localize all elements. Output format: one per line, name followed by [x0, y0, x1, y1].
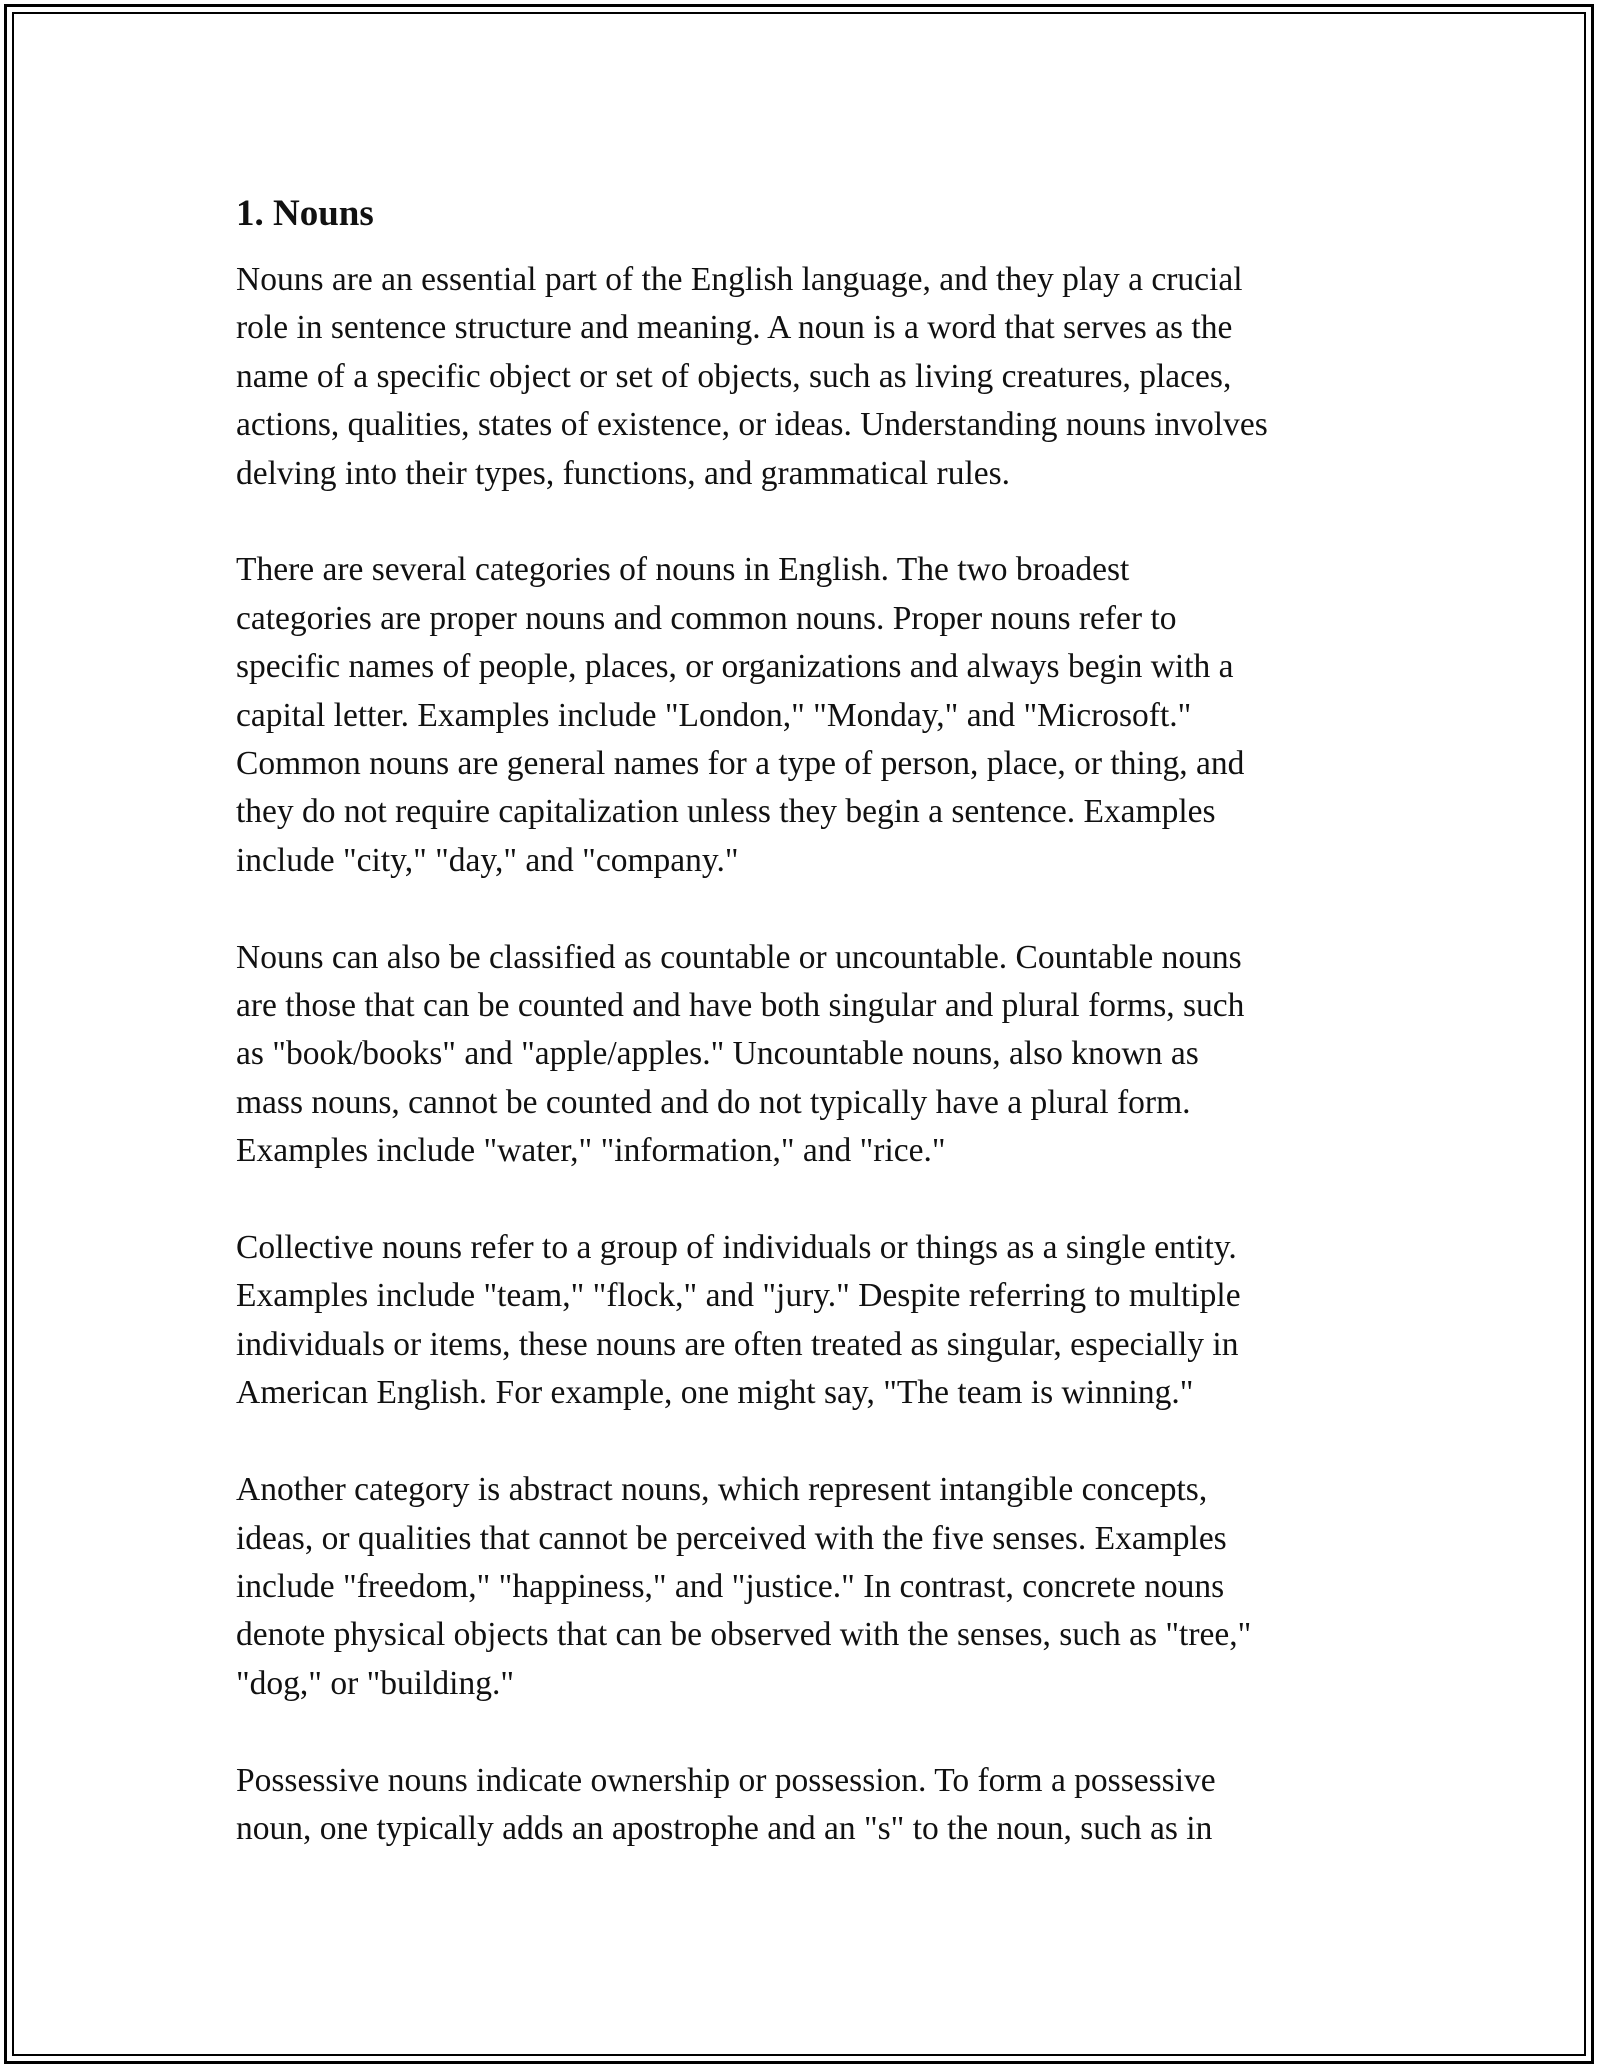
section-heading: 1. Nouns — [236, 193, 374, 234]
paragraph-line: There are several categories of nouns in English. The two broadest — [236, 551, 1130, 589]
paragraph-line: "dog," or "building." — [236, 1664, 515, 1702]
paragraph-line: denote physical objects that can be observed with the senses, such as "tree," — [236, 1616, 1252, 1654]
paragraph-line: delving into their types, functions, and grammatical rules. — [236, 454, 1011, 492]
paragraph-line: actions, qualities, states of existence, or ideas. Understanding nouns involves — [236, 406, 1268, 444]
paragraph-line: role in sentence structure and meaning. A noun is a word that serves as the — [236, 309, 1233, 347]
paragraph-line: name of a specific object or set of objects, such as living creatures, places, — [236, 357, 1232, 395]
paragraph-line: American English. For example, one might say, "The team is winning." — [236, 1374, 1194, 1412]
paragraph-line: mass nouns, cannot be counted and do not typically have a plural form. — [236, 1083, 1191, 1121]
paragraph-line: Another category is abstract nouns, which represent intangible concepts, — [236, 1471, 1208, 1509]
paragraph-line: they do not require capitalization unless they begin a sentence. Examples — [236, 793, 1216, 831]
paragraph-line: ideas, or qualities that cannot be perceived with the five senses. Examples — [236, 1519, 1227, 1557]
paragraph — [236, 1466, 1376, 1708]
paragraph-line: Common nouns are general names for a type of person, place, or thing, and — [236, 745, 1245, 783]
paragraph-line: categories are proper nouns and common nouns. Proper nouns refer to — [236, 599, 1177, 637]
paragraph-line: Examples include "water," "information," and "rice." — [236, 1132, 946, 1170]
paragraph — [236, 546, 1376, 885]
paragraph-line: noun, one typically adds an apostrophe and an "s" to the noun, such as in — [236, 1809, 1213, 1847]
paragraph-line: specific names of people, places, or organizations and always begin with a — [236, 648, 1234, 686]
document-body — [236, 186, 1376, 1902]
paragraph-line: include "freedom," "happiness," and "justice." In contrast, concrete nouns — [236, 1567, 1225, 1605]
paragraph — [236, 1757, 1376, 1854]
paragraph-line: Nouns can also be classified as countable or uncountable. Countable nouns — [236, 938, 1242, 976]
paragraph-line: capital letter. Examples include "London," "Monday," and "Microsoft." — [236, 696, 1192, 734]
paragraph-line: as "book/books" and "apple/apples." Uncountable nouns, also known as — [236, 1035, 1199, 1073]
paragraph-line: Nouns are an essential part of the English language, and they play a crucial — [236, 261, 1243, 298]
paragraph — [236, 934, 1376, 1176]
paragraph-line: Possessive nouns indicate ownership or possession. To form a possessive — [236, 1761, 1216, 1799]
paragraph-line: individuals or items, these nouns are often treated as singular, especially in — [236, 1325, 1239, 1363]
paragraph — [236, 1224, 1376, 1418]
paragraph — [236, 256, 1376, 498]
paragraph-line: are those that can be counted and have both singular and plural forms, such — [236, 987, 1245, 1025]
paragraph-list — [236, 256, 1376, 1853]
paragraph-line: include "city," "day," and "company." — [236, 841, 739, 879]
paragraph-line: Collective nouns refer to a group of individuals or things as a single entity. — [236, 1229, 1237, 1267]
paragraph-line: Examples include "team," "flock," and "jury." Despite referring to multiple — [236, 1277, 1241, 1315]
